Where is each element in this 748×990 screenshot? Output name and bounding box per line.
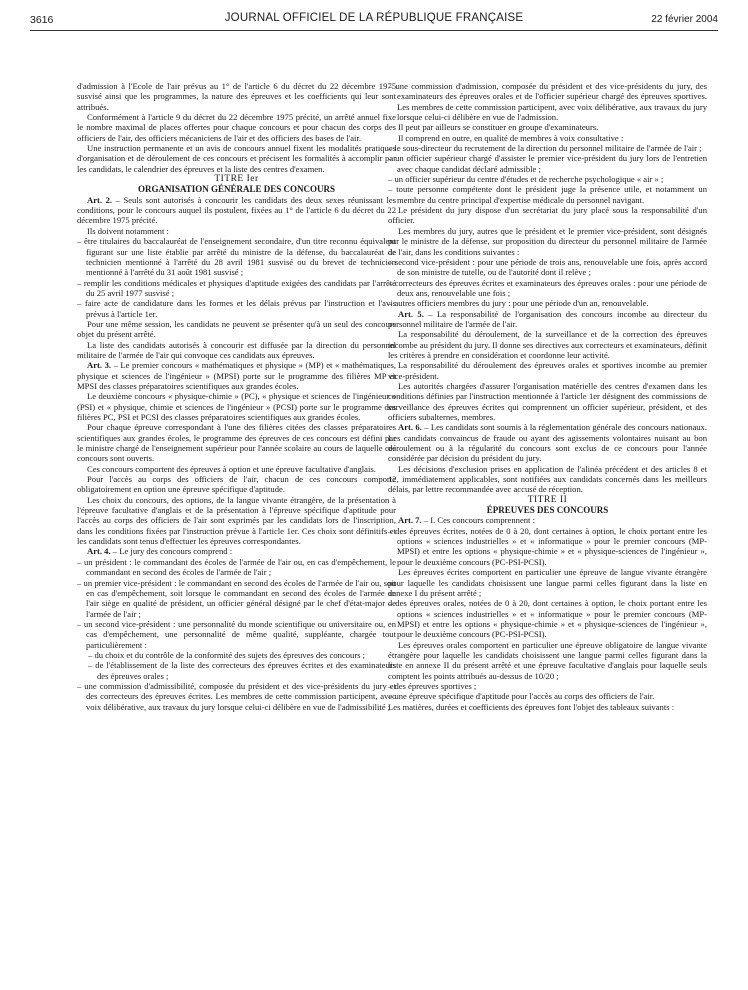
paragraph-text: – Le premier concours « mathématiques et physique » (MP) et « mathématiques, physique et sciences de l'ingénieur » (MPSI) porte sur le programme des filières MP et MPSI des classes préparatoires scientifiques aux grandes écoles.: [77, 360, 396, 391]
article-label: Art. 3.: [87, 360, 112, 371]
paragraph-text: – toute personne compétente dont le président juge la présence utile, et notamment un membre du centre principal d'expertise médicale du personnel navigant.: [388, 184, 707, 205]
paragraph-text: – remplir les conditions médicales et physiques d'aptitude exigées des candidats par l'arrêté du 25 avril 1977 susvisé ;: [77, 277, 396, 298]
paragraph-text: Les matières, durées et coefficients des épreuves font l'objet des tableaux suivants :: [388, 701, 675, 712]
journal-title: JOURNAL OFFICIEL DE LA RÉPUBLIQUE FRANÇAISE: [224, 12, 524, 24]
list-item: [388, 153, 707, 174]
page-header: [30, 12, 718, 28]
list-item: [388, 174, 707, 184]
paragraph-text: Conformément à l'article 9 du décret du 22 décembre 1975 précité, un arrêté annuel fixe le nombre maximal de places offertes pour chaque concours et pour chacun des corps des officiers de l'air, des officiers mécaniciens de l'air et des officiers des bases de l'air.: [77, 112, 396, 143]
paragraph: [388, 515, 707, 525]
paragraph: [77, 319, 396, 340]
paragraph: [388, 702, 707, 712]
paragraph-text: ORGANISATION GÉNÉRALE DES CONCOURS: [137, 184, 336, 195]
paragraph-text: – un officier supérieur du centre d'études et de recherche psychologique « air » ;: [388, 174, 664, 185]
list-item: [388, 681, 707, 691]
paragraph-text: – autres officiers membres du jury : pour une période d'un an, renouvelable.: [388, 298, 649, 309]
paragraph: [77, 495, 396, 547]
paragraph-text: – être titulaires du baccalauréat de l'enseignement secondaire, d'un titre reconnu équivalent figurant sur une liste établie par arrêté du ministre de la défense, du baccalauréat de technicien mentionné à l'arrêté du 28 avril 1981 susvisé ou du brevet de technicien mentionné à l'arrêté du 31 août 1981 susvisé ;: [77, 236, 396, 278]
paragraph: [388, 122, 707, 132]
paragraph: [77, 360, 396, 391]
paragraph-text: La liste des candidats autorisés à concourir est diffusée par la direction du personnel militaire de l'armée de l'air qui convoque ces candidats aux épreuves.: [77, 339, 396, 360]
paragraph: [77, 195, 396, 226]
paragraph-text: Les autorités chargées d'assurer l'organisation matérielle des centres d'examen dans les conditions définies par l'instruction mentionnée à l'article 1er désignent des commissions de surveillance des épreuves écrites qui comprennent un officier supérieur, président, et des officiers subalternes, membres.: [388, 380, 707, 422]
list-item: [388, 184, 707, 205]
paragraph-text: – une commission d'admission, composée du président et des vice-présidents du jury, des examinateurs des épreuves orales et de l'officier supérieur chargé des épreuves sportives. Les membres de cette commission participent, avec voix délibérative, aux travaux du jury lorsque celui-ci délibère en vue de l'admission.: [388, 81, 707, 123]
paragraph: [77, 143, 396, 174]
paragraph-text: La responsabilité du déroulement, de la surveillance et de la correction des épreuves incombe au président du jury. Il donne ses directives aux correcteurs et examinateurs, définit les critères à prendre en considération et coordonne leur activité.: [388, 329, 707, 360]
paragraph-text: Les décisions d'exclusion prises en application de l'alinéa précédent et des articles 8 et 12, immédiatement applicables, sont notifiées aux candidats concernés dans les meilleurs délais, par lettre recommandée avec accusé de réception.: [388, 463, 707, 495]
page-number: 3616: [30, 14, 54, 26]
paragraph-text: – des épreuves sportives ;: [388, 680, 477, 691]
paragraph-text: d'admission à l'Ecole de l'air prévus au 1° de l'article 6 du décret du 22 décembre 1975 susvisé ainsi que les programmes, la nature des épreuves et les coefficients qui leur sont attribués.: [77, 81, 396, 112]
paragraph-text: – Seuls sont autorisés à concourir les candidats des deux sexes réunissant les conditions, pour le concours auquel ils postulent, fixées au 1° de l'article 6 du décret du 22 décembre 1975 précité.: [77, 194, 397, 226]
list-item: [77, 619, 396, 650]
paragraph-text: – des épreuves orales, notées de 0 à 20, dont certaines à option, le choix portant entre les options « sciences industrielles » et « informatique » pour le premier concours (MP-MPSI) et entre les options « physique-chimie » et « physique-sciences de l'ingénieur », pour le deuxième concours (PC-PSI-PCSI).: [388, 598, 707, 640]
paragraph: [388, 640, 707, 681]
left-column: [77, 81, 396, 712]
list-item: [388, 691, 707, 701]
paragraph: [388, 133, 707, 143]
paragraph-text: – des épreuves écrites, notées de 0 à 20, dont certaines à option, le choix portant entre les options « sciences industrielles » et « informatique » pour le premier concours (MP-MPSI) et entre les options « physique-chimie » et « physique-sciences de l'ingénieur », pour le deuxième concours (PC-PSI-PCSI).: [388, 525, 707, 567]
article-label: Art. 4.: [87, 546, 111, 557]
list-item: [388, 81, 707, 122]
paragraph: [388, 329, 707, 360]
list-item: [388, 298, 707, 308]
paragraph-text: Les membres du jury, autres que le président et le premier vice-président, sont désignés par le ministre de la défense, sur proposition du directeur du personnel militaire de l'armée de l'air, dans les conditions suivantes :: [388, 225, 707, 257]
right-column: [388, 81, 707, 712]
paragraph-text: Les épreuves écrites comportent en particulier une épreuve de langue vivante étrangère pour laquelle les candidats choisissent une langue parmi celles figurant dans la liste en annexe I du présent arrêté ;: [388, 567, 707, 598]
paragraph-text: – une commission d'admissibilité, composée du président et des vice-présidents du jury et des correcteurs des épreuves écrites. Les membres de cette commission participent, avec voix délibérative, aux travaux du jury lorsque celui-ci délibère en vue de l'admissibilité ;: [77, 680, 396, 712]
paragraph-text: Ces concours comportent des épreuves à option et une épreuve facultative d'anglais.: [87, 463, 376, 474]
paragraph-text: – une épreuve spécifique d'aptitude pour l'accès au corps des officiers de l'air.: [388, 691, 655, 702]
paragraph: [77, 112, 396, 143]
paragraph-text: – du choix et du contrôle de la conformité des sujets des épreuves des concours ;: [88, 649, 366, 660]
paragraph-text: Les épreuves orales comportent en particulier une épreuve obligatoire de langue vivante étrangère pour laquelle les candidats choisissent une langue parmi celles figurant dans la liste en annexe II du présent arrêté et une épreuve facultative d'anglais pour laquelle seuls comptent les points attribués au-dessus de 10/20 ;: [388, 639, 707, 681]
paragraph-text: – un second vice-président : une personnalité du monde scientifique ou universitaire ou, en cas d'empêchement, une personnalité de même qualité, suppléante, chargée tout particulièrement :: [77, 618, 396, 650]
paragraph-text: Ils doivent notamment :: [87, 225, 169, 236]
paragraph: [388, 464, 707, 495]
list-item: [388, 526, 707, 567]
list-item: [77, 298, 396, 319]
paragraph-text: La responsabilité du déroulement des épreuves orales et sportives incombe au premier vice-président.: [388, 360, 707, 381]
paragraph: [388, 309, 707, 330]
article-label: Art. 2.: [87, 194, 113, 205]
paragraph: [388, 567, 707, 598]
list-item: [77, 681, 396, 712]
section-title: [77, 174, 396, 184]
paragraph: [77, 422, 396, 463]
paragraph-text: – Les candidats sont soumis à la réglementation générale des concours nationaux. Les candidats convaincus de fraude ou ayant des agissements volontaires nuisant au bon déroulement ou à la régularité du concours sont exclus de ce concours pour l'année considérée par décision du président du jury.: [388, 422, 708, 464]
paragraph-text: – le sous-directeur du recrutement de la direction du personnel militaire de l'armée de l'air ;: [388, 143, 702, 154]
paragraph: [388, 381, 707, 422]
paragraph: [388, 360, 707, 381]
list-item: [77, 557, 396, 578]
paragraph: [77, 546, 396, 556]
paragraph-text: Le deuxième concours « physique-chimie » (PC), « physique et sciences de l'ingénieur » (PSI) et « physique, chimie et sciences de l'ingénieur » (PCSI) porte sur le programme des filières PC, PSI et PCSI des classes préparatoires scientifiques aux grandes écoles.: [77, 391, 396, 422]
paragraph-text: TITRE Ier: [214, 174, 259, 185]
sub-list-item: [77, 650, 396, 660]
paragraph-text: – I. Ces concours comprennent :: [421, 515, 535, 526]
paragraph-text: – un officier supérieur chargé d'assister le premier vice-président du jury lors de l'entretien avec chaque candidat déclaré admissible ;: [388, 153, 707, 174]
article-label: Art. 5.: [398, 308, 424, 319]
list-item: [77, 278, 396, 299]
sub-list-item: [77, 660, 396, 681]
paragraph-text: – Le jury des concours comprend :: [110, 546, 233, 557]
paragraph-text: – second vice-président : pour une période de trois ans, renouvelable une fois, après accord de son ministre de tutelle, ou de l'autorité dont il relève ;: [388, 256, 707, 278]
paragraph: [388, 226, 707, 257]
paragraph-text: Pour chaque épreuve correspondant à l'une des filières citées des classes préparatoires scientifiques aux grandes écoles, le programme des épreuves de ces concours est défini par le ministre chargé de l'enseignement supérieur pour l'année scolaire au cours de laquelle ces concours sont ouverts.: [77, 422, 396, 464]
list-item: [388, 598, 707, 639]
paragraph: [77, 464, 396, 474]
paragraph-text: Il peut par ailleurs se constituer en groupe d'examinateurs.: [398, 122, 599, 133]
paragraph-text: ÉPREUVES DES CONCOURS: [486, 505, 609, 516]
article-label: Art. 6.: [398, 422, 422, 433]
list-item: [388, 143, 707, 153]
paragraph-text: – correcteurs des épreuves écrites et examinateurs des épreuves orales : pour une période de deux ans, renouvelable une fois ;: [388, 277, 707, 298]
paragraph-text: TITRE II: [527, 494, 568, 505]
paragraph-text: Les choix du concours, des options, de la langue vivante étrangère, de la présentation à l'épreuve facultative d'anglais et de la présentation à l'épreuve spécifique d'aptitude pour l'accès au corps des officiers de l'air sont exprimés par les candidats lors de l'inscription, dans les conditions fixées par l'instruction prévue à l'article 1er. Ces choix sont définitifs et les candidats sont tenus d'effectuer les épreuves correspondantes.: [77, 494, 396, 547]
paragraph: [388, 422, 707, 463]
paragraph-text: – de l'établissement de la liste des correcteurs des épreuves écrites et des examinateurs des épreuves orales ;: [88, 660, 396, 681]
section-subtitle: [77, 184, 396, 194]
paragraph-text: – La responsabilité de l'organisation des concours incombe au directeur du personnel militaire de l'armée de l'air.: [388, 308, 707, 329]
list-item: [77, 236, 396, 277]
paragraph-text: – un premier vice-président : le commandant en second des écoles de l'armée de l'air ou, soit en cas d'empêchement, soit lorsque le commandant en second des écoles de l'armée de l'air siège en qualité de président, un officier général désigné par le chef d'état-major de l'armée de l'air ;: [77, 577, 396, 619]
list-item: [388, 278, 707, 299]
paragraph-text: Le président du jury dispose d'un secrétariat du jury placé sous la responsabilité d'un officier.: [388, 205, 707, 226]
article-label: Art. 7.: [398, 515, 422, 526]
section-subtitle: [388, 505, 707, 515]
paragraph-text: Pour l'accès au corps des officiers de l'air, chacun de ces concours comporte obligatoirement en option une épreuve spécifique d'aptitude.: [77, 474, 396, 495]
paragraph: [77, 340, 396, 361]
paragraph: [77, 474, 396, 495]
paragraph-text: – un président : le commandant des écoles de l'armée de l'air ou, en cas d'empêchement, le commandant en second des écoles de l'armée de l'air ;: [77, 556, 396, 578]
paragraph-text: Une instruction permanente et un avis de concours annuel fixent les modalités pratiques d'organisation et de déroulement de ces concours et précisent les formalités à accomplir par les candidats, le calendrier des épreuves et la liste des centres d'examen.: [77, 143, 396, 174]
header-rule: [30, 30, 718, 31]
paragraph-text: Pour une même session, les candidats ne peuvent se présenter qu'à un seul des concours objet du présent arrêté.: [77, 318, 396, 340]
list-item: [77, 578, 396, 619]
paragraph: [77, 81, 396, 112]
publication-date: 22 février 2004: [651, 14, 718, 25]
paragraph-text: Il comprend en outre, en qualité de membres à voix consultative :: [398, 132, 624, 143]
paragraph: [77, 226, 396, 236]
paragraph: [388, 205, 707, 226]
paragraph-text: – faire acte de candidature dans les formes et les délais prévus par l'instruction et l'avis prévus à l'article 1er.: [77, 298, 396, 319]
paragraph: [77, 391, 396, 422]
list-item: [388, 257, 707, 278]
section-title: [388, 495, 707, 505]
